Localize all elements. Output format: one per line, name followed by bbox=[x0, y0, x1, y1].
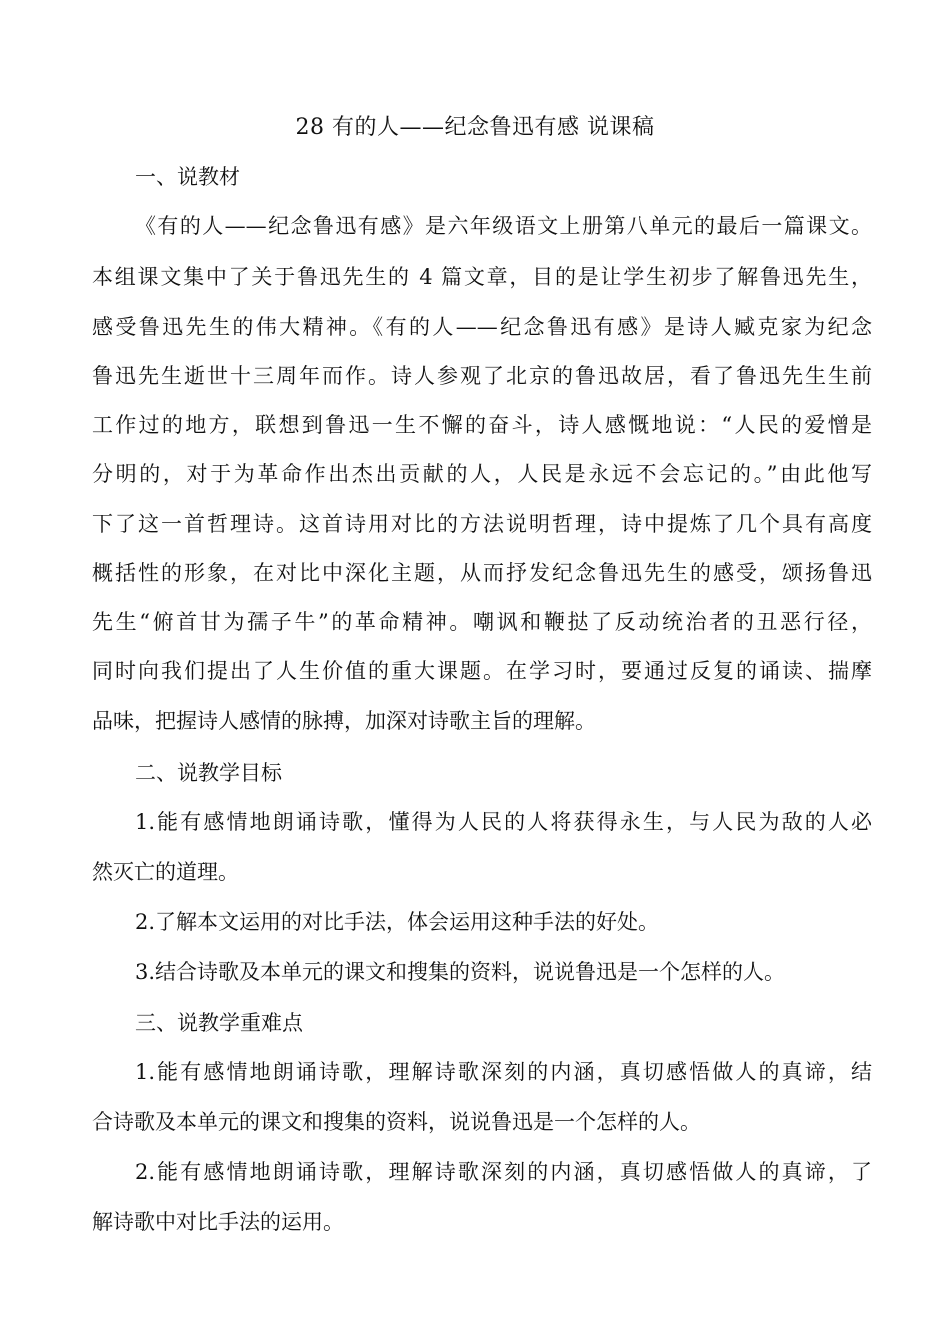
paragraph-line: 本组课文集中了关于鲁迅先生的 4 篇文章，目的是让学生初步了解鲁迅先生， bbox=[92, 265, 872, 289]
document-title: 28 有的人——纪念鲁迅有感 说课稿 bbox=[295, 115, 655, 140]
section-heading-key-points: 三、说教学重难点 bbox=[135, 1011, 303, 1035]
paragraph-line: 先生“俯首甘为孺子牛”的革命精神。嘲讽和鞭挞了反动统治者的丑恶行径， bbox=[92, 610, 872, 634]
paragraph-line: 下了这一首哲理诗。这首诗用对比的方法说明哲理，诗中提炼了几个具有高度 bbox=[92, 512, 872, 536]
paragraph-line: 品味，把握诗人感情的脉搏，加深对诗歌主旨的理解。 bbox=[92, 709, 596, 733]
paragraph-line: 感受鲁迅先生的伟大精神。《有的人——纪念鲁迅有感》是诗人臧克家为纪念 bbox=[92, 315, 872, 339]
section-heading-textbook: 一、说教材 bbox=[135, 165, 240, 189]
section-heading-objectives: 二、说教学目标 bbox=[135, 761, 282, 785]
key-point-item-1-cont: 合诗歌及本单元的课文和搜集的资料，说说鲁迅是一个怎样的人。 bbox=[92, 1110, 701, 1134]
paragraph-line: 分明的，对于为革命作出杰出贡献的人，人民是永远不会忘记的。”由此他写 bbox=[92, 462, 872, 486]
paragraph-line: 同时向我们提出了人生价值的重大课题。在学习时，要通过反复的诵读、揣摩 bbox=[92, 659, 872, 683]
objective-item-1: 1.能有感情地朗诵诗歌，懂得为人民的人将获得永生，与人民为敌的人必 bbox=[135, 810, 872, 834]
key-point-item-1: 1.能有感情地朗诵诗歌，理解诗歌深刻的内涵，真切感悟做人的真谛，结 bbox=[135, 1060, 872, 1084]
key-point-item-2-cont: 解诗歌中对比手法的运用。 bbox=[92, 1210, 344, 1234]
objective-item-3: 3.结合诗歌及本单元的课文和搜集的资料，说说鲁迅是一个怎样的人。 bbox=[135, 960, 786, 984]
paragraph-line: 鲁迅先生逝世十三周年而作。诗人参观了北京的鲁迅故居，看了鲁迅先生生前 bbox=[92, 364, 872, 388]
objective-item-1-cont: 然灭亡的道理。 bbox=[92, 860, 239, 884]
paragraph-line: 概括性的形象，在对比中深化主题，从而抒发纪念鲁迅先生的感受，颂扬鲁迅 bbox=[92, 561, 872, 585]
key-point-item-2: 2.能有感情地朗诵诗歌，理解诗歌深刻的内涵，真切感悟做人的真谛，了 bbox=[135, 1160, 872, 1184]
objective-item-2: 2.了解本文运用的对比手法，体会运用这种手法的好处。 bbox=[135, 910, 660, 934]
paragraph-line: 工作过的地方，联想到鲁迅一生不懈的奋斗，诗人感慨地说：“人民的爱憎是 bbox=[92, 413, 872, 437]
paragraph-line: 《有的人——纪念鲁迅有感》是六年级语文上册第八单元的最后一篇课文。 bbox=[135, 214, 872, 238]
